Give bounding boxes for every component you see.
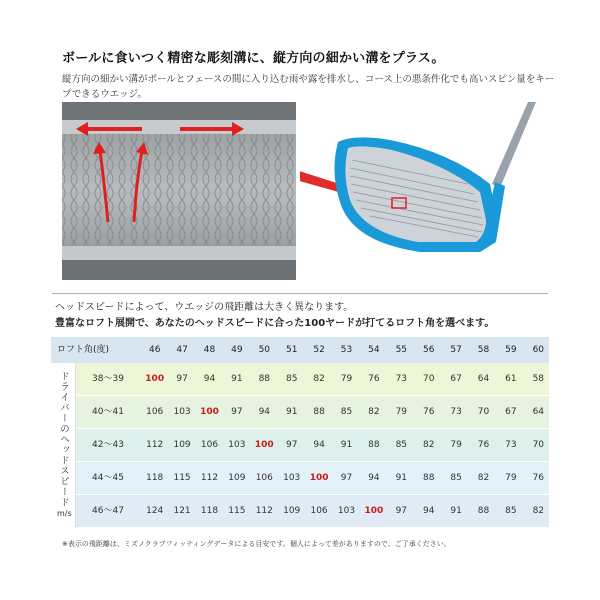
distance-cell: 112	[255, 506, 273, 516]
distance-cell: 109	[283, 506, 301, 516]
distance-cell: 79	[505, 473, 517, 483]
distance-cell: 112	[146, 440, 164, 450]
loft-header-55: 55	[395, 345, 408, 355]
distance-cell: 76	[422, 407, 435, 417]
table-row	[76, 462, 549, 494]
distance-cell: 88	[477, 506, 490, 516]
distance-cell: 106	[146, 407, 164, 417]
distance-cell: 88	[368, 440, 380, 450]
distance-cell: 106	[200, 440, 219, 450]
loft-distance-table	[51, 337, 549, 528]
distance-cell: 97	[285, 440, 298, 450]
distance-cell: 70	[532, 440, 545, 450]
distance-cell: 70	[422, 374, 435, 384]
distance-cell-100-highlight: 100	[254, 440, 274, 450]
distance-cell: 88	[258, 374, 271, 384]
table-row	[76, 396, 549, 428]
loft-header-51: 51	[285, 345, 298, 355]
distance-cell: 109	[173, 440, 191, 450]
speed-cell: 44～45	[92, 473, 124, 483]
loft-header-47: 47	[176, 345, 188, 355]
distance-cell: 58	[532, 374, 545, 384]
groove-closeup-image	[62, 102, 296, 280]
distance-cell: 109	[228, 473, 246, 483]
distance-cell: 94	[258, 407, 271, 417]
speed-cell: 38～39	[92, 374, 124, 384]
table-row	[76, 363, 549, 395]
distance-cell: 124	[146, 506, 164, 516]
loft-header-49: 49	[231, 345, 243, 355]
distance-cell: 94	[422, 506, 435, 516]
speed-cell: 40～41	[92, 407, 124, 417]
speed-axis-unit: m/s	[57, 509, 72, 518]
distance-cell: 64	[477, 374, 490, 384]
distance-cell: 79	[340, 374, 353, 384]
loft-header-60: 60	[532, 345, 545, 355]
distance-cell: 91	[395, 473, 408, 483]
distance-cell: 73	[450, 407, 462, 417]
description: 縦方向の細かい溝がボールとフェースの間に入り込む雨や露を排水し、コース上の悪条件化でも高いスピン量をキープできるウエッジ。	[62, 74, 555, 100]
loft-header-56: 56	[422, 345, 435, 355]
distance-cell: 61	[505, 374, 517, 384]
distance-cell: 94	[368, 473, 380, 483]
distance-cell: 85	[340, 407, 353, 417]
loft-header-52: 52	[313, 345, 325, 355]
distance-cell: 103	[173, 407, 191, 417]
distance-cell: 97	[176, 374, 188, 384]
distance-cell: 85	[395, 440, 408, 450]
speed-axis-text: ドライバーのヘッドスピード	[58, 371, 69, 508]
distance-cell: 97	[395, 506, 408, 516]
loft-header-46: 46	[148, 345, 161, 355]
distance-cell-100-highlight: 100	[364, 506, 384, 516]
distance-cell-100-highlight: 100	[145, 374, 165, 384]
loft-header-58: 58	[477, 345, 490, 355]
distance-cell: 76	[368, 374, 380, 384]
loft-header-50: 50	[258, 345, 271, 355]
distance-cell: 70	[477, 407, 490, 417]
distance-cell: 88	[422, 473, 435, 483]
loft-header-48: 48	[203, 345, 216, 355]
distance-cell: 103	[228, 440, 246, 450]
loft-header-53: 53	[340, 345, 353, 355]
distance-cell: 94	[313, 440, 325, 450]
speed-cell: 42～43	[92, 440, 124, 450]
distance-cell: 64	[532, 407, 545, 417]
table-header-row	[51, 337, 549, 363]
loft-header-57: 57	[450, 345, 462, 355]
distance-cell: 91	[285, 407, 298, 417]
distance-cell: 103	[283, 473, 301, 483]
distance-cell: 112	[200, 473, 219, 483]
section-divider	[52, 293, 548, 294]
distance-cell: 103	[337, 506, 356, 516]
loft-header-59: 59	[505, 345, 517, 355]
distance-cell: 91	[450, 506, 462, 516]
distance-cell: 76	[477, 440, 490, 450]
headline: ボールに食いつく精密な彫刻溝に、縦方向の細かい溝をプラス。	[62, 51, 445, 66]
distance-cell: 79	[450, 440, 462, 450]
wedge-head-illustration	[300, 102, 550, 280]
distance-cell: 82	[532, 506, 545, 516]
distance-cell: 76	[532, 473, 545, 483]
distance-cell-100-highlight: 100	[309, 473, 329, 483]
distance-cell: 73	[395, 374, 408, 384]
distance-cell: 118	[200, 506, 219, 516]
distance-cell: 85	[285, 374, 298, 384]
table-row	[76, 429, 549, 461]
intro-text-2: 豊富なロフト展開で、あなたのヘッドスピードに合った100ヤードが打てるロフト角を選べます。	[55, 318, 495, 329]
distance-cell: 115	[173, 473, 191, 483]
distance-cell: 67	[450, 374, 462, 384]
distance-cell: 115	[228, 506, 246, 516]
distance-cell: 106	[310, 506, 328, 516]
loft-header-label: ロフト角(度)	[57, 345, 110, 355]
distance-cell: 82	[368, 407, 380, 417]
distance-cell: 97	[231, 407, 243, 417]
distance-cell: 79	[395, 407, 408, 417]
distance-cell: 73	[505, 440, 517, 450]
footnote: ※表示の飛距離は、ミズノクラブフィッティングデータによる目安です。個人によって差がありますので、ご了承ください。	[62, 540, 451, 548]
distance-cell: 85	[505, 506, 517, 516]
distance-cell: 85	[450, 473, 462, 483]
speed-cell: 46～47	[92, 506, 124, 516]
speed-axis-label	[51, 363, 76, 528]
distance-cell: 82	[477, 473, 490, 483]
loft-header-54: 54	[368, 345, 380, 355]
distance-cell: 91	[231, 374, 243, 384]
distance-cell: 97	[340, 473, 353, 483]
distance-cell: 82	[313, 374, 325, 384]
distance-cell: 67	[505, 407, 517, 417]
intro-text-1: ヘッドスピードによって、ウエッジの飛距離は大きく異なります。	[55, 302, 354, 313]
distance-cell: 94	[203, 374, 216, 384]
distance-cell: 82	[422, 440, 435, 450]
table-row	[76, 495, 549, 527]
distance-cell: 118	[146, 473, 164, 483]
distance-cell: 106	[255, 473, 273, 483]
distance-cell-100-highlight: 100	[200, 407, 219, 417]
distance-cell: 121	[173, 506, 191, 516]
distance-cell: 91	[340, 440, 353, 450]
distance-cell: 88	[313, 407, 325, 417]
